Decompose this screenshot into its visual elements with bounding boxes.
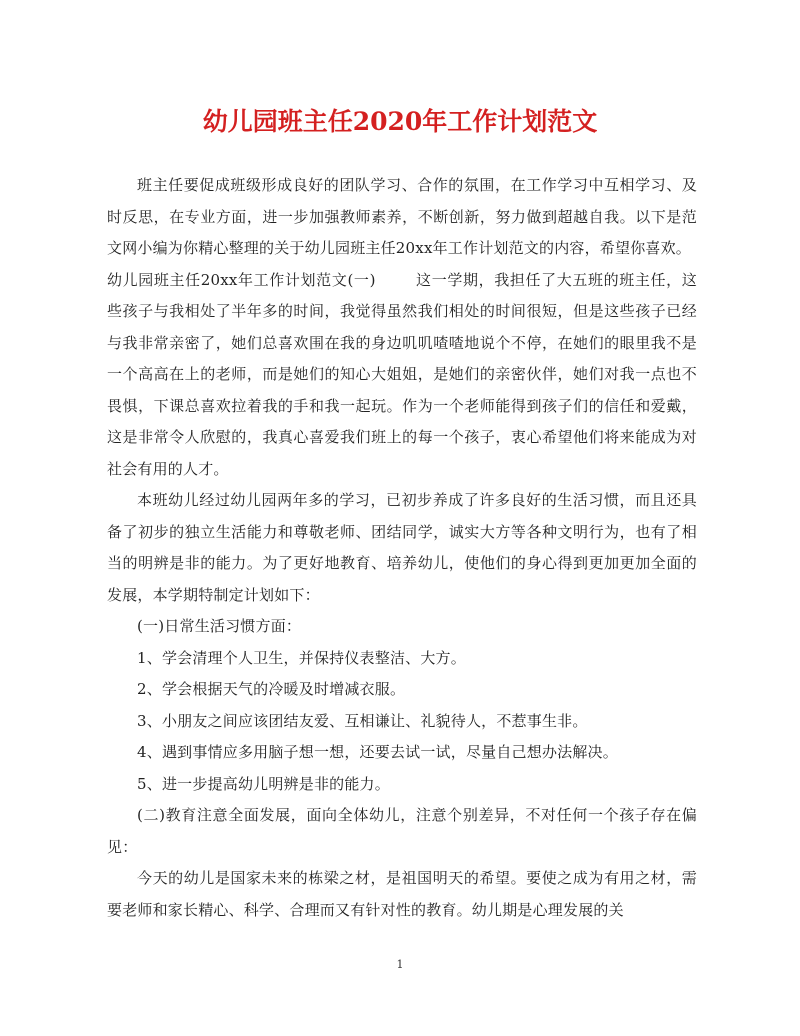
subheading-education: (二)教育注意全面发展，面向全体幼儿，注意个别差异，不对任何一个孩子存在偏见： bbox=[107, 806, 697, 856]
class-overview-paragraph: 本班幼儿经过幼儿园两年多的学习，已初步养成了许多良好的生活习惯，而且还具备了初步的独立生活能力和尊敬老师、团结同学，诚实大方等各种文明行为，也有了相当的明辨是非的能力。为了更好地教育、培养幼儿，使他们的身心得到更加更加全面的发展，本学期特制定计划如下： bbox=[107, 491, 697, 604]
document-title: 幼儿园班主任2020年工作计划范文 bbox=[202, 107, 598, 136]
intro-paragraph: 班主任要促成班级形成良好的团队学习、合作的氛围，在工作学习中互相学习、及时反思，在专业方面，进一步加强教师素养，不断创新，努力做到超越自我。以下是范文网小编为你精心整理的关于幼儿园班主任20xx年工作计划范文的内容，希望你喜欢。 bbox=[107, 176, 697, 257]
subheading-daily-habits: (一)日常生活习惯方面： bbox=[137, 617, 302, 635]
closing-paragraph: 今天的幼儿是国家未来的栋梁之材，是祖国明天的希望。要使之成为有用之材，需要老师和家长精心、科学、合理而又有针对性的教育。幼儿期是心理发展的关 bbox=[107, 869, 697, 919]
list-item: 1、学会清理个人卫生，并保持仪表整洁、大方。 bbox=[137, 648, 466, 667]
list-item: 4、遇到事情应多用脑子想一想，还要去试一试，尽量自己想办法解决。 bbox=[137, 743, 618, 761]
list-item: 5、进一步提高幼儿明辨是非的能力。 bbox=[137, 774, 390, 793]
list-item: 3、小朋友之间应该团结友爱、互相谦让、礼貌待人，不惹事生非。 bbox=[137, 711, 588, 730]
section-1-heading: 幼儿园班主任20xx年工作计划范文(一) bbox=[107, 270, 376, 289]
list-item: 2、学会根据天气的冷暖及时增减衣服。 bbox=[137, 680, 406, 698]
page-number: 1 bbox=[396, 958, 404, 971]
section-1-body: 这一学期，我担任了大五班的班主任，这些孩子与我相处了半年多的时间，我觉得虽然我们相处的时间很短，但是这些孩子已经与我非常亲密了，她们总喜欢围在我的身边叽叽喳喳地说个不停，在她们的眼里我不是一个高高在上的老师，而是她们的知心大姐姐，是她们的亲密伙伴，她们对我一点也不畏惧，下课总喜欢拉着我的手和我一起玩。作为一个老师能得到孩子们的信任和爱戴，这是非常令人欣慰的，我真心喜爱我们班上的每一个孩子，衷心希望他们将来能成为对社会有用的人才。 bbox=[107, 270, 697, 478]
section-1-paragraph bbox=[107, 265, 697, 486]
document-body bbox=[107, 170, 697, 926]
